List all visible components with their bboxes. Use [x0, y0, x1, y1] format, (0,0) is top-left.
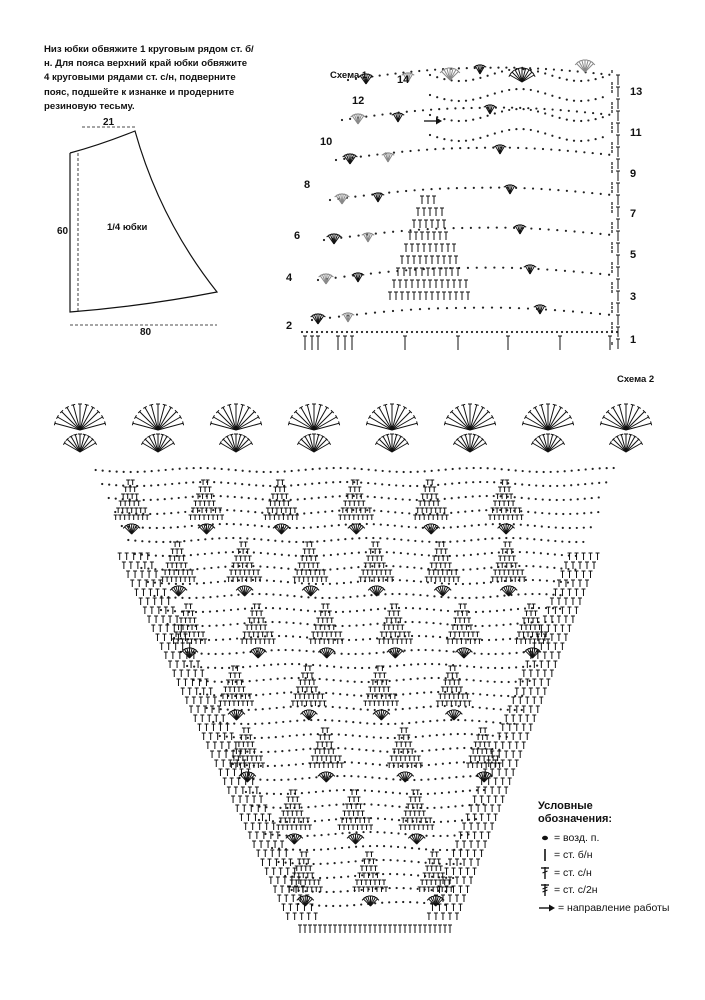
legend-title-line1: Условные [538, 800, 593, 812]
row-number-left: 10 [320, 136, 333, 148]
row-number-right: 7 [630, 208, 637, 220]
treble-crochet-icon [538, 883, 552, 897]
instructions-text: Низ юбки обвяжите 1 круговым рядом ст. б/н. Для пояса верхний край юбки обвяжите 4 круговыми рядами ст. с/н, подверните пояс, подшейте к изнанке и продерните резиновую тесьму. [44, 44, 254, 112]
row-number-left: 6 [294, 230, 301, 242]
row-number-left: 8 [304, 179, 311, 191]
row-number-right: 9 [630, 168, 637, 180]
single-crochet-icon [538, 848, 552, 862]
row-number-right: 5 [630, 249, 637, 261]
legend-item-direction [538, 899, 698, 917]
legend-item-text: = возд. п. [554, 831, 600, 844]
chain-dot-icon [538, 831, 552, 845]
row-number-left: 12 [352, 95, 365, 107]
row-number-right: 11 [630, 127, 642, 139]
legend-item-double-crochet [538, 864, 698, 882]
legend-item-chain [538, 829, 698, 847]
legend-item-text: = направление работы [558, 901, 670, 914]
bottom-width-label: 80 [140, 327, 152, 338]
row-number-right: 1 [630, 334, 637, 346]
row-number-right: 13 [630, 86, 643, 98]
top-width-label: 21 [103, 117, 115, 128]
row-number-left: 2 [286, 320, 293, 332]
quarter-skirt-label: 1/4 юбки [107, 222, 148, 233]
row-number-left: 14 [397, 74, 410, 86]
legend-item-text: = ст. с/н [554, 866, 592, 879]
height-label: 60 [57, 226, 69, 237]
row-number-right: 3 [630, 291, 637, 303]
scheme2-title: Схема 2 [617, 374, 655, 385]
legend-title-line2: обозначения: [538, 813, 613, 825]
direction-arrow-icon [538, 901, 556, 915]
row-number-left: 4 [286, 272, 293, 284]
scheme1-chart [301, 60, 620, 350]
legend-item-single-crochet [538, 847, 698, 865]
legend-item-treble-crochet [538, 882, 698, 900]
legend [538, 800, 698, 917]
legend-item-text: = ст. б/н [554, 849, 593, 862]
scheme1-title: Схема 1 [330, 70, 368, 81]
legend-item-text: = ст. с/2н [554, 884, 598, 897]
double-crochet-icon [538, 866, 552, 880]
